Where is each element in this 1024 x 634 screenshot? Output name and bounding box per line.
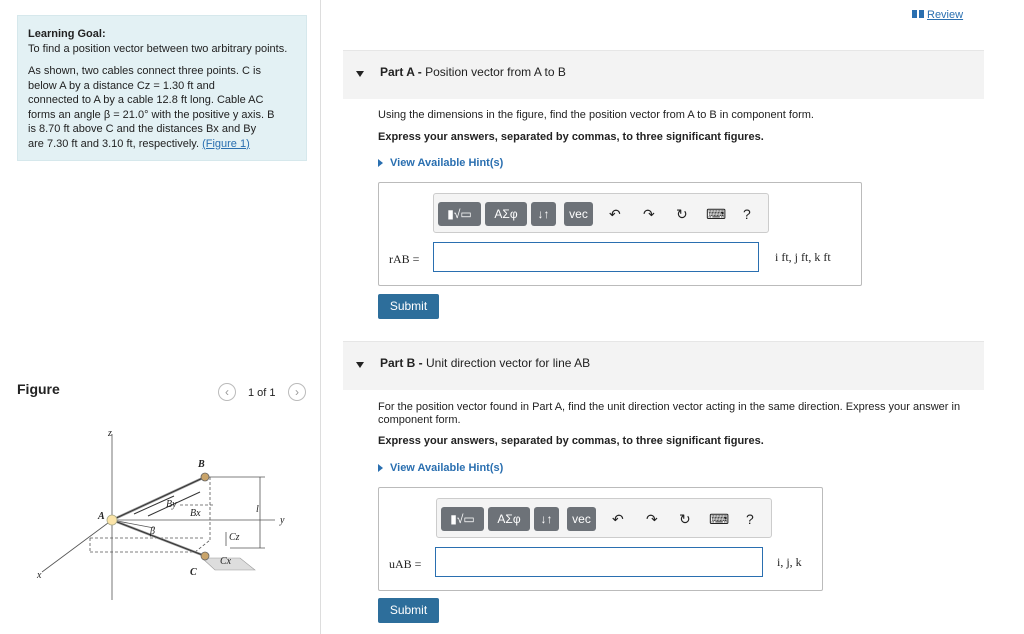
figure-diagram: [30, 420, 305, 620]
part-a-title-bold: Part A -: [380, 65, 426, 79]
learning-goal-box: [17, 15, 307, 161]
x-axis: [42, 520, 112, 572]
part-b-instruction-2: component form.: [378, 414, 461, 426]
redo-icon[interactable]: ↷: [646, 511, 658, 527]
greek-button[interactable]: ΑΣφ: [485, 202, 527, 226]
part-a-emphasis: Express your answers, separated by commas, to three significant figures.: [378, 131, 764, 143]
part-b-emphasis: Express your answers, separated by commas, to three significant figures.: [378, 435, 764, 447]
part-b-title-bold: Part B -: [380, 356, 427, 370]
part-b-answer-input[interactable]: [435, 547, 763, 577]
part-b-units: i, j, k: [777, 555, 802, 569]
help-icon[interactable]: ?: [746, 511, 754, 527]
reset-icon[interactable]: ↻: [676, 206, 688, 222]
label-Bx: Bx: [190, 508, 201, 519]
label-A: A: [98, 511, 105, 522]
undo-icon[interactable]: ↶: [612, 511, 624, 527]
part-a-answer-input[interactable]: [433, 242, 759, 272]
figure-pager: [218, 383, 308, 403]
arrows-button[interactable]: ↓↑: [534, 507, 559, 531]
templates-button[interactable]: ▮√▭: [441, 507, 484, 531]
caret-right-icon: [378, 159, 383, 167]
label-beta: β: [150, 526, 155, 537]
redo-icon[interactable]: ↷: [643, 206, 655, 222]
part-a-instruction: Using the dimensions in the figure, find the position vector from A to B in component form.: [378, 109, 814, 121]
arrows-button[interactable]: ↓↑: [531, 202, 556, 226]
part-a-hint-label: View Available Hint(s): [390, 157, 504, 169]
part-a-header[interactable]: [343, 50, 984, 99]
part-b-hint-link[interactable]: [378, 462, 503, 474]
goal-line-6: [28, 137, 296, 152]
review-link[interactable]: [912, 9, 963, 21]
label-x: x: [37, 570, 42, 581]
vec-button[interactable]: vec: [564, 202, 593, 226]
part-a-title-rest: Position vector from A to B: [425, 65, 566, 79]
help-icon[interactable]: ?: [743, 206, 751, 222]
part-b-answer-box: [378, 487, 823, 591]
goal-line-2: below A by a distance Cz = 1.30 ft and: [28, 79, 215, 92]
label-z: z: [108, 428, 112, 439]
label-By: By: [166, 499, 177, 510]
review-icon: [912, 10, 924, 18]
part-a-answer-box: [378, 182, 862, 286]
goal-line-3: connected to A by a cable 12.8 ft long. Cable AC: [28, 94, 264, 106]
reset-icon[interactable]: ↻: [679, 511, 691, 527]
part-b-hint-label: View Available Hint(s): [390, 462, 504, 474]
chevron-right-icon[interactable]: ›: [288, 383, 306, 401]
part-a-math-toolbar: [433, 193, 769, 233]
part-a-hint-link[interactable]: [378, 157, 503, 169]
learning-goal-subtitle: To find a position vector between two arbitrary points.: [28, 42, 288, 55]
templates-button[interactable]: ▮√▭: [438, 202, 481, 226]
part-b-math-toolbar: [436, 498, 772, 538]
label-Cz: Cz: [229, 532, 240, 543]
part-b-vector-label: uAB =: [389, 557, 422, 571]
keyboard-icon[interactable]: ⌨: [709, 511, 730, 527]
goal-line-5: is 8.70 ft above C and the distances Bx and By: [28, 123, 257, 135]
part-b-instruction-1: For the position vector found in Part A, find the unit direction vector acting in the same direction. Express your answer in: [378, 401, 961, 413]
learning-goal-title: Learning Goal:: [28, 28, 106, 40]
part-a-submit-button[interactable]: Submit: [378, 294, 439, 319]
greek-button[interactable]: ΑΣφ: [488, 507, 530, 531]
label-Cx: Cx: [220, 556, 232, 567]
review-label: Review: [927, 9, 964, 21]
left-panel: [0, 0, 321, 634]
figure-heading: Figure: [17, 381, 60, 397]
collapse-triangle-icon[interactable]: [356, 362, 364, 368]
label-C: C: [190, 567, 197, 578]
collapse-triangle-icon[interactable]: [356, 71, 364, 77]
chevron-left-icon[interactable]: ‹: [218, 383, 236, 401]
goal-line-1: As shown, two cables connect three points. C is: [28, 65, 261, 77]
keyboard-icon[interactable]: ⌨: [706, 206, 727, 222]
label-B: B: [198, 459, 205, 470]
part-a-vector-label: rAB =: [389, 252, 420, 266]
label-y: y: [280, 515, 285, 526]
label-l: l: [256, 504, 259, 515]
part-b-submit-button[interactable]: Submit: [378, 598, 439, 623]
caret-right-icon: [378, 464, 383, 472]
goal-line-6-text: are 7.30 ft and 3.10 ft, respectively.: [28, 137, 203, 150]
part-b-title: [380, 356, 590, 370]
undo-icon[interactable]: ↶: [609, 206, 621, 222]
part-a-units: i ft, j ft, k ft: [775, 250, 831, 264]
part-b-header[interactable]: [343, 341, 984, 390]
goal-line-4: forms an angle β = 21.0° with the positive y axis. B: [28, 108, 275, 121]
vec-button[interactable]: vec: [567, 507, 596, 531]
part-a-title: [380, 65, 566, 79]
figure-link[interactable]: (Figure 1): [202, 137, 250, 150]
figure-page-count: 1 of 1: [248, 387, 276, 399]
part-b-title-rest: Unit direction vector for line AB: [426, 356, 591, 370]
